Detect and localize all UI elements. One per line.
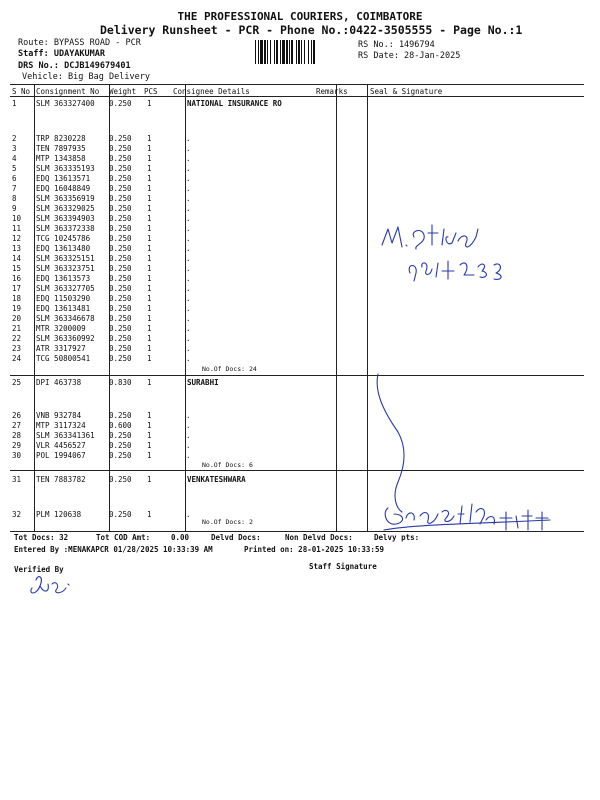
serial-number: 18	[12, 294, 22, 303]
weight-value: 0.250	[109, 194, 132, 203]
serial-number: 4	[12, 154, 17, 163]
rs-date: RS Date: 28-Jan-2025	[358, 51, 461, 61]
weight-value: 0.250	[109, 134, 132, 143]
weight-value: 0.250	[109, 411, 132, 420]
consignment-number: EDQ 13613480	[36, 244, 91, 253]
consignee-detail-mark: .	[186, 294, 191, 303]
col-weight: Weight	[109, 87, 137, 96]
serial-number: 22	[12, 334, 22, 343]
weight-value: 0.250	[109, 304, 132, 313]
consignee-detail-mark: .	[186, 334, 191, 343]
serial-number: 17	[12, 284, 22, 293]
consignment-number: VLR 4456527	[36, 441, 86, 450]
col-remarks: Remarks	[316, 87, 348, 96]
pieces-count: 1	[147, 411, 152, 420]
consignee-detail-mark: .	[186, 164, 191, 173]
barcode-bar	[286, 40, 288, 64]
pieces-count: 1	[147, 174, 152, 183]
consignee-detail-mark: .	[186, 194, 191, 203]
weight-value: 0.250	[109, 174, 132, 183]
consignee-detail-mark: .	[186, 224, 191, 233]
weight-value: 0.250	[109, 354, 132, 363]
consignment-number: EDQ 13613573	[36, 274, 91, 283]
consignee-name: SURABHI	[187, 378, 219, 387]
consignee-detail-mark: .	[186, 284, 191, 293]
weight-value: 0.250	[109, 510, 132, 519]
weight-value: 0.250	[109, 254, 132, 263]
consignee-detail-mark: .	[186, 344, 191, 353]
weight-value: 0.250	[109, 234, 132, 243]
consignment-number: ATR 3317927	[36, 344, 86, 353]
serial-number: 32	[12, 510, 22, 519]
consignment-number: SLM 363360992	[36, 334, 95, 343]
consignee-detail-mark: .	[186, 431, 191, 440]
serial-number: 28	[12, 431, 22, 440]
route-text: Route: BYPASS ROAD - PCR	[18, 38, 141, 48]
barcode-bar	[282, 40, 285, 64]
pieces-count: 1	[147, 184, 152, 193]
consignment-number: EDQ 13613481	[36, 304, 91, 313]
serial-number: 6	[12, 174, 17, 183]
consignment-number: SLM 363394903	[36, 214, 95, 223]
pieces-count: 1	[147, 284, 152, 293]
non-delivered-docs: Non Delvd Docs:	[285, 533, 353, 542]
pieces-count: 1	[147, 134, 152, 143]
barcode-bar	[298, 40, 300, 64]
total-docs: Tot Docs: 32	[14, 533, 69, 542]
consignment-number: SLM 363327400	[36, 99, 95, 108]
consignee-detail-mark: .	[186, 174, 191, 183]
consignment-number: TEN 7897935	[36, 144, 86, 153]
pieces-count: 1	[147, 510, 152, 519]
serial-number: 31	[12, 475, 22, 484]
consignment-number: SLM 363323751	[36, 264, 95, 273]
serial-number: 27	[12, 421, 22, 430]
pieces-count: 1	[147, 431, 152, 440]
staff-name: UDAYAKUMAR	[53, 49, 106, 59]
consignment-number: DPI 463738	[36, 378, 82, 387]
verifier-signature	[26, 572, 74, 598]
drs-number: DCJB149679401	[64, 61, 131, 71]
weight-value: 0.250	[109, 344, 132, 353]
pieces-count: 1	[147, 441, 152, 450]
serial-number: 21	[12, 324, 22, 333]
weight-value: 0.600	[109, 421, 132, 430]
pieces-count: 1	[147, 244, 152, 253]
cod-value: 0.00	[171, 533, 190, 542]
consignment-number: PLM 120638	[36, 510, 82, 519]
serial-number: 2	[12, 134, 17, 143]
weight-value: 0.830	[109, 378, 132, 387]
weight-value: 0.250	[109, 184, 132, 193]
weight-value: 0.250	[109, 475, 132, 484]
serial-number: 7	[12, 184, 17, 193]
weight-value: 0.250	[109, 204, 132, 213]
table-header-rule	[10, 96, 584, 97]
handwritten-signature-1	[370, 215, 550, 285]
serial-number: 25	[12, 378, 22, 387]
barcode-bar	[258, 40, 259, 64]
consignment-number: SLM 363329025	[36, 204, 95, 213]
weight-value: 0.250	[109, 264, 132, 273]
handwritten-signature-3	[380, 490, 555, 535]
consignee-detail-mark: .	[186, 204, 191, 213]
serial-number: 1	[12, 99, 17, 108]
serial-number: 3	[12, 144, 17, 153]
pieces-count: 1	[147, 421, 152, 430]
serial-number: 5	[12, 164, 17, 173]
consignment-number: SLM 363341361	[36, 431, 95, 440]
consignment-number: MTR 3200009	[36, 324, 86, 333]
drs-label: DRS No.:	[18, 61, 59, 71]
consignment-number: EDQ 16048849	[36, 184, 91, 193]
serial-number: 15	[12, 264, 22, 273]
serial-number: 9	[12, 204, 17, 213]
consignment-number: TCG 10245786	[36, 234, 91, 243]
docs-count: No.Of Docs: 24	[202, 365, 257, 373]
consignee-name: NATIONAL INSURANCE RO	[187, 99, 282, 108]
serial-number: 13	[12, 244, 22, 253]
pieces-count: 1	[147, 254, 152, 263]
weight-value: 0.250	[109, 431, 132, 440]
consignee-name: VENKATESHWARA	[187, 475, 246, 484]
consignee-detail-mark: .	[186, 274, 191, 283]
consignee-detail-mark: .	[186, 134, 191, 143]
pieces-count: 1	[147, 274, 152, 283]
consignment-number: SLM 363346678	[36, 314, 95, 323]
weight-value: 0.250	[109, 314, 132, 323]
weight-value: 0.250	[109, 154, 132, 163]
barcode-bar	[296, 40, 297, 64]
weight-value: 0.250	[109, 284, 132, 293]
pieces-count: 1	[147, 234, 152, 243]
pieces-count: 1	[147, 204, 152, 213]
serial-number: 29	[12, 441, 22, 450]
consignment-number: SLM 363327705	[36, 284, 95, 293]
pieces-count: 1	[147, 224, 152, 233]
pieces-count: 1	[147, 264, 152, 273]
barcode-bar	[301, 40, 302, 64]
weight-value: 0.250	[109, 451, 132, 460]
delivery-points: Delvy pts:	[374, 533, 420, 542]
rs-number: RS No.: 1496794	[358, 40, 435, 50]
weight-value: 0.250	[109, 144, 132, 153]
pieces-count: 1	[147, 334, 152, 343]
printed-on: Printed on: 28-01-2025 10:33:59	[244, 545, 384, 554]
col-pcs: PCS	[144, 87, 158, 96]
consignee-detail-mark: .	[186, 254, 191, 263]
delivered-docs: Delvd Docs:	[211, 533, 261, 542]
col-sno: S No	[12, 87, 31, 96]
pieces-count: 1	[147, 378, 152, 387]
pieces-count: 1	[147, 475, 152, 484]
pieces-count: 1	[147, 164, 152, 173]
pieces-count: 1	[147, 304, 152, 313]
consignment-number: MTP 1343858	[36, 154, 86, 163]
consignment-number: POL 1994067	[36, 451, 86, 460]
barcode-bar	[289, 40, 290, 64]
pieces-count: 1	[147, 451, 152, 460]
consignee-detail-mark: .	[186, 451, 191, 460]
pieces-count: 1	[147, 154, 152, 163]
consignee-detail-mark: .	[186, 184, 191, 193]
table-top-rule	[10, 84, 584, 85]
consignment-number: TEN 7883782	[36, 475, 86, 484]
consignee-detail-mark: .	[186, 214, 191, 223]
consignee-detail-mark: .	[186, 144, 191, 153]
consignee-detail-mark: .	[186, 411, 191, 420]
consignee-detail-mark: .	[186, 354, 191, 363]
entered-by: Entered By :MENAKAPCR 01/28/2025 10:33:39 AM	[14, 545, 213, 554]
drs-barcode	[255, 40, 340, 64]
pieces-count: 1	[147, 194, 152, 203]
verified-by-label: Verified By	[14, 565, 64, 574]
weight-value: 0.250	[109, 441, 132, 450]
consignee-detail-mark: .	[186, 244, 191, 253]
serial-number: 8	[12, 194, 17, 203]
serial-number: 24	[12, 354, 22, 363]
consignee-detail-mark: .	[186, 314, 191, 323]
vehicle-text: Vehicle: Big Bag Delivery	[22, 72, 150, 82]
barcode-bar	[313, 40, 315, 64]
staff-signature-label: Staff Signature	[309, 562, 377, 571]
weight-value: 0.250	[109, 294, 132, 303]
barcode-bar	[291, 40, 293, 64]
pieces-count: 1	[147, 294, 152, 303]
barcode-bar	[280, 40, 281, 64]
weight-value: 0.250	[109, 244, 132, 253]
weight-value: 0.250	[109, 214, 132, 223]
pieces-count: 1	[147, 324, 152, 333]
consignee-detail-mark: .	[186, 234, 191, 243]
consignment-number: EDQ 11503290	[36, 294, 91, 303]
pieces-count: 1	[147, 99, 152, 108]
consignee-detail-mark: .	[186, 154, 191, 163]
consignment-number: SLM 363325151	[36, 254, 95, 263]
consignment-number: VNB 932784	[36, 411, 82, 420]
consignee-detail-mark: .	[186, 421, 191, 430]
weight-value: 0.250	[109, 99, 132, 108]
barcode-bar	[276, 40, 278, 64]
barcode-bar	[304, 40, 305, 64]
staff-label: Staff:	[18, 49, 49, 59]
serial-number: 10	[12, 214, 22, 223]
weight-value: 0.250	[109, 334, 132, 343]
pieces-count: 1	[147, 144, 152, 153]
consignee-detail-mark: .	[186, 441, 191, 450]
serial-number: 11	[12, 224, 22, 233]
weight-value: 0.250	[109, 274, 132, 283]
consignment-number: EDQ 13613571	[36, 174, 91, 183]
barcode-bar	[308, 40, 309, 64]
consignment-number: MTP 3117324	[36, 421, 86, 430]
barcode-bar	[260, 40, 263, 64]
pieces-count: 1	[147, 354, 152, 363]
consignee-detail-mark: .	[186, 510, 191, 519]
consignment-number: SLM 363372338	[36, 224, 95, 233]
company-title: THE PROFESSIONAL COURIERS, COIMBATORE	[177, 10, 423, 23]
consignment-number: TRP 8230228	[36, 134, 86, 143]
pieces-count: 1	[147, 344, 152, 353]
weight-value: 0.250	[109, 224, 132, 233]
consignment-number: SLM 363335193	[36, 164, 95, 173]
barcode-bar	[270, 40, 271, 64]
consignment-number: SLM 363356919	[36, 194, 95, 203]
weight-value: 0.250	[109, 164, 132, 173]
col-seal-signature: Seal & Signature	[370, 87, 443, 96]
staff-line	[18, 49, 105, 59]
weight-value: 0.250	[109, 324, 132, 333]
barcode-bar	[264, 40, 266, 64]
pieces-count: 1	[147, 214, 152, 223]
docs-count: No.Of Docs: 2	[202, 518, 253, 526]
barcode-bar	[267, 40, 268, 64]
drs-line	[18, 61, 131, 71]
consignee-detail-mark: .	[186, 304, 191, 313]
serial-number: 23	[12, 344, 22, 353]
serial-number: 20	[12, 314, 22, 323]
barcode-bar	[311, 40, 312, 64]
consignment-number: TCG 50800541	[36, 354, 91, 363]
serial-number: 19	[12, 304, 22, 313]
pieces-count: 1	[147, 314, 152, 323]
serial-number: 16	[12, 274, 22, 283]
col-consignee: Consignee Details	[173, 87, 250, 96]
barcode-bar	[255, 40, 256, 64]
barcode-bar	[274, 40, 275, 64]
serial-number: 14	[12, 254, 22, 263]
consignee-detail-mark: .	[186, 264, 191, 273]
serial-number: 30	[12, 451, 22, 460]
docs-count: No.Of Docs: 6	[202, 461, 253, 469]
serial-number: 26	[12, 411, 22, 420]
serial-number: 12	[12, 234, 22, 243]
cod-label: Tot COD Amt:	[96, 533, 151, 542]
consignee-detail-mark: .	[186, 324, 191, 333]
runsheet-subtitle: Delivery Runsheet - PCR - Phone No.:0422-3505555 - Page No.:1	[100, 23, 523, 37]
col-consignment: Consignment No	[36, 87, 100, 96]
